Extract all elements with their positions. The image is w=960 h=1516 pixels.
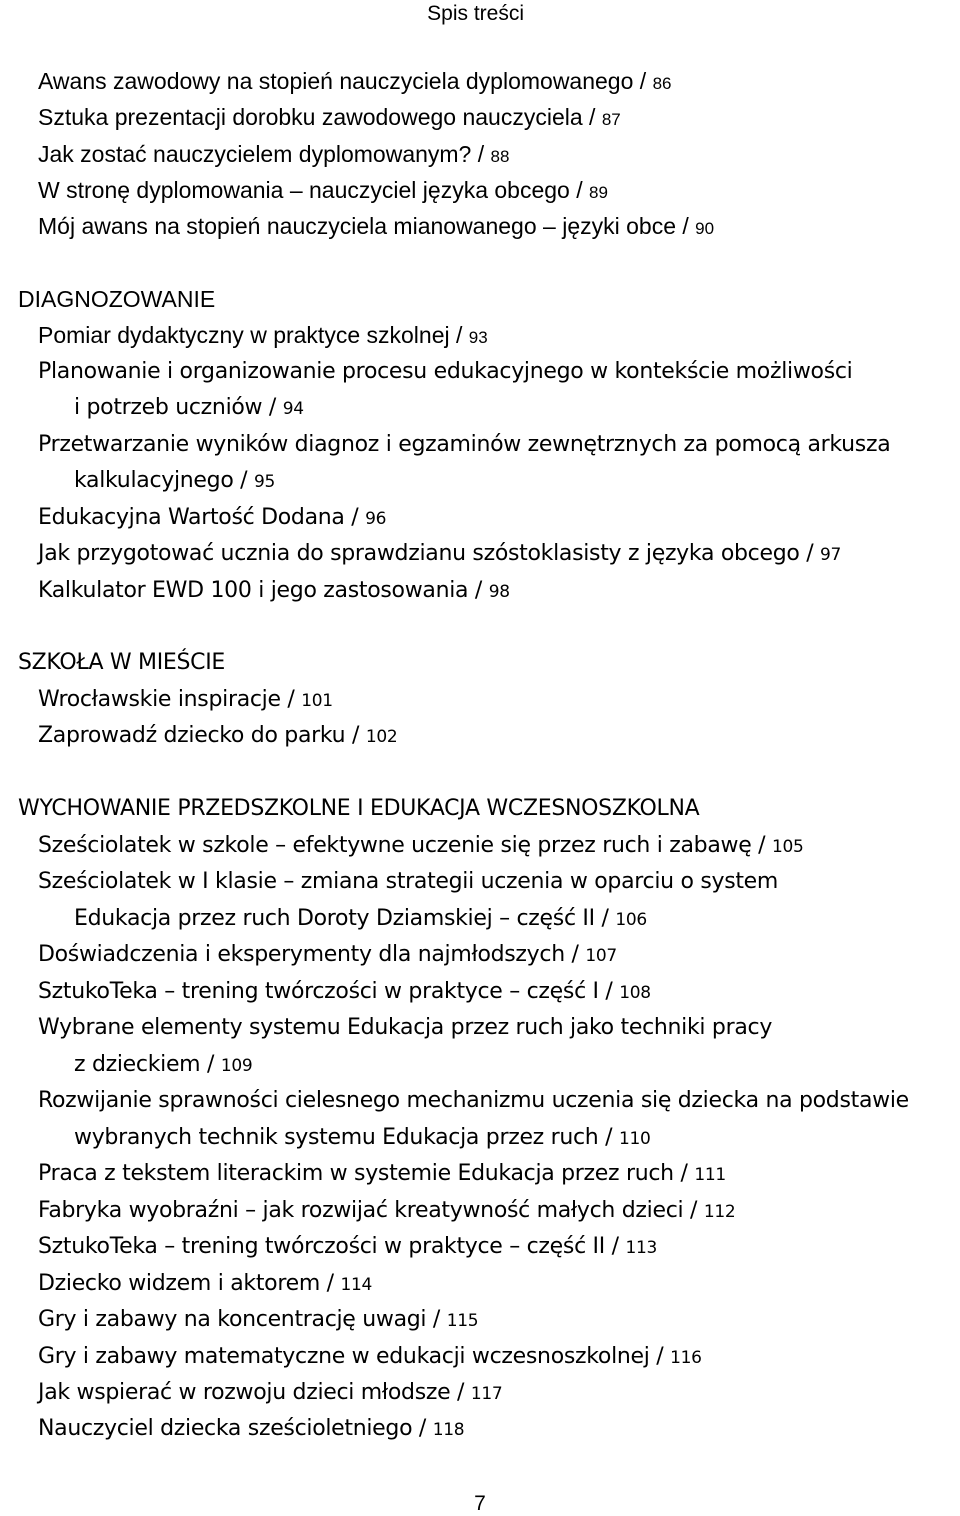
toc-entry-title: SztukoTeka – trening twórczości w praktyce – część I / — [38, 979, 620, 1004]
toc-entry-title: Wrocławskie inspiracje / — [38, 687, 302, 712]
toc-entry-page: 112 — [703, 1202, 736, 1222]
toc-entry-page: 101 — [301, 691, 333, 711]
toc-entry-title: Jak zostać nauczycielem dyplomowanym? / — [38, 141, 491, 167]
running-header: Spis treści — [427, 2, 524, 25]
toc-entry-page: 109 — [220, 1056, 253, 1076]
toc-entry-title: z dzieckiem / — [74, 1052, 221, 1077]
toc-entry-title: Edukacja przez ruch Doroty Dziamskiej – część II / — [74, 906, 616, 931]
toc-entry[interactable] — [38, 139, 509, 172]
toc-entry[interactable] — [38, 357, 852, 387]
toc-entry-continuation[interactable] — [74, 904, 647, 935]
toc-entry-continuation[interactable] — [74, 1050, 252, 1081]
toc-entry-title: Edukacyjna Wartość Dodana / — [38, 505, 366, 530]
toc-entry-title: wybranych technik systemu Edukacja przez ruch / — [74, 1125, 619, 1150]
toc-entry[interactable] — [38, 1013, 772, 1043]
toc-entry[interactable] — [38, 1342, 702, 1373]
toc-entry[interactable] — [38, 940, 617, 971]
toc-entry[interactable] — [38, 66, 671, 99]
toc-entry-page: 86 — [652, 74, 672, 93]
toc-entry-title: SztukoTeka – trening twórczości w praktyce – część II / — [38, 1234, 626, 1259]
toc-entry-page: 98 — [488, 582, 510, 602]
toc-entry-title: Sześciolatek w szkole – efektywne uczenie się przez ruch i zabawę / — [38, 833, 772, 858]
section-heading: DIAGNOZOWANIE — [18, 286, 216, 312]
toc-entry[interactable] — [38, 102, 621, 135]
toc-entry-title: Fabryka wyobraźni – jak rozwijać kreatywność małych dzieci / — [38, 1198, 704, 1223]
toc-entry-page: 96 — [365, 509, 387, 529]
toc-entry-page: 97 — [820, 545, 842, 565]
toc-entry-page: 111 — [694, 1165, 726, 1185]
toc-entry[interactable] — [38, 211, 714, 244]
toc-entry-title: Jak przygotować ucznia do sprawdzianu szóstoklasisty z języka obcego / — [38, 541, 821, 566]
toc-entry-title: i potrzeb uczniów / — [74, 395, 283, 420]
toc-entry[interactable] — [38, 430, 890, 460]
toc-entry-page: 90 — [695, 219, 715, 238]
toc-entry-page: 118 — [432, 1420, 465, 1440]
toc-entry-title: Dziecko widzem i aktorem / — [38, 1271, 341, 1296]
toc-entry-title: Sztuka prezentacji dorobku zawodowego nauczyciela / — [38, 104, 602, 130]
toc-entry-page: 116 — [670, 1348, 702, 1368]
toc-entry-title: Mój awans na stopień nauczyciela mianowanego – języki obce / — [38, 213, 696, 239]
toc-entry[interactable] — [38, 685, 333, 716]
toc-entry-title: Awans zawodowy na stopień nauczyciela dyplomowanego / — [38, 68, 653, 94]
toc-entry-page: 102 — [365, 727, 398, 747]
toc-entry-continuation[interactable] — [74, 393, 304, 424]
toc-entry-continuation[interactable] — [74, 466, 275, 497]
toc-entry[interactable] — [38, 1086, 909, 1116]
toc-entry[interactable] — [38, 1196, 735, 1227]
toc-entry-page: 108 — [619, 983, 651, 1003]
toc-entry-page: 106 — [615, 910, 647, 930]
toc-entry[interactable] — [38, 320, 488, 353]
toc-entry-title: Rozwijanie sprawności cielesnego mechanizmu uczenia się dziecka na podstawie — [38, 1088, 909, 1113]
toc-entry-page: 110 — [618, 1129, 651, 1149]
toc-entry-page: 94 — [282, 399, 304, 419]
toc-entry-title: Kalkulator EWD 100 i jego zastosowania / — [38, 578, 489, 603]
toc-entry[interactable] — [38, 539, 841, 570]
toc-entry-title: Nauczyciel dziecka sześcioletniego / — [38, 1416, 433, 1441]
toc-entry-page: 88 — [490, 147, 510, 166]
toc-entry-title: Sześciolatek w I klasie – zmiana strategii uczenia w oparciu o system — [38, 869, 779, 894]
toc-entry[interactable] — [38, 1159, 726, 1190]
toc-entry[interactable] — [38, 831, 804, 862]
section-heading: WYCHOWANIE PRZEDSZKOLNE I EDUKACJA WCZESNOSZKOLNA — [18, 796, 700, 821]
toc-entry-title: Pomiar dydaktyczny w praktyce szkolnej / — [38, 322, 469, 348]
toc-entry-page: 114 — [340, 1275, 373, 1295]
toc-entry-title: Gry i zabawy na koncentrację uwagi / — [38, 1307, 447, 1332]
toc-entry-title: Praca z tekstem literackim w systemie Edukacja przez ruch / — [38, 1161, 695, 1186]
toc-entry-page: 93 — [468, 328, 488, 347]
toc-entry[interactable] — [38, 867, 778, 897]
toc-entry-page: 95 — [253, 472, 276, 492]
toc-entry[interactable] — [38, 175, 608, 208]
toc-entry-title: Planowanie i organizowanie procesu edukacyjnego w kontekście możliwości — [38, 359, 853, 384]
toc-entry-title: Przetwarzanie wyników diagnoz i egzaminów zewnętrznych za pomocą arkusza — [38, 432, 891, 457]
section-heading: SZKOŁA W MIEŚCIE — [18, 650, 226, 675]
toc-entry-title: Gry i zabawy matematyczne w edukacji wczesnoszkolnej / — [38, 1344, 671, 1369]
page-number: 7 — [474, 1492, 486, 1515]
toc-entry[interactable] — [38, 1305, 478, 1336]
toc-entry[interactable] — [38, 1269, 372, 1300]
toc-entry-page: 115 — [446, 1311, 479, 1331]
toc-entry[interactable] — [38, 1232, 657, 1263]
toc-entry-page: 117 — [470, 1384, 503, 1404]
toc-entry-title: Zaprowadź dziecko do parku / — [38, 723, 366, 748]
toc-entry-continuation[interactable] — [74, 1123, 651, 1154]
toc-entry-page: 113 — [625, 1238, 657, 1258]
toc-entry-page: 87 — [601, 110, 621, 129]
toc-entry[interactable] — [38, 1378, 502, 1409]
toc-entry[interactable] — [38, 576, 510, 607]
toc-entry-page: 105 — [771, 837, 804, 857]
toc-entry-title: Wybrane elementy systemu Edukacja przez ruch jako techniki pracy — [38, 1015, 773, 1040]
toc-entry-title: Jak wspierać w rozwoju dzieci młodsze / — [38, 1380, 471, 1405]
toc-entry-page: 89 — [589, 183, 608, 202]
toc-entry-page: 107 — [585, 946, 617, 966]
toc-entry[interactable] — [38, 503, 386, 534]
toc-entry[interactable] — [38, 977, 651, 1008]
toc-entry-title: kalkulacyjnego / — [74, 468, 254, 493]
toc-entry[interactable] — [38, 721, 397, 752]
toc-entry-title: W stronę dyplomowania – nauczyciel języka obcego / — [38, 177, 590, 203]
toc-entry-title: Doświadczenia i eksperymenty dla najmłodszych / — [38, 942, 586, 967]
toc-entry[interactable] — [38, 1414, 464, 1445]
